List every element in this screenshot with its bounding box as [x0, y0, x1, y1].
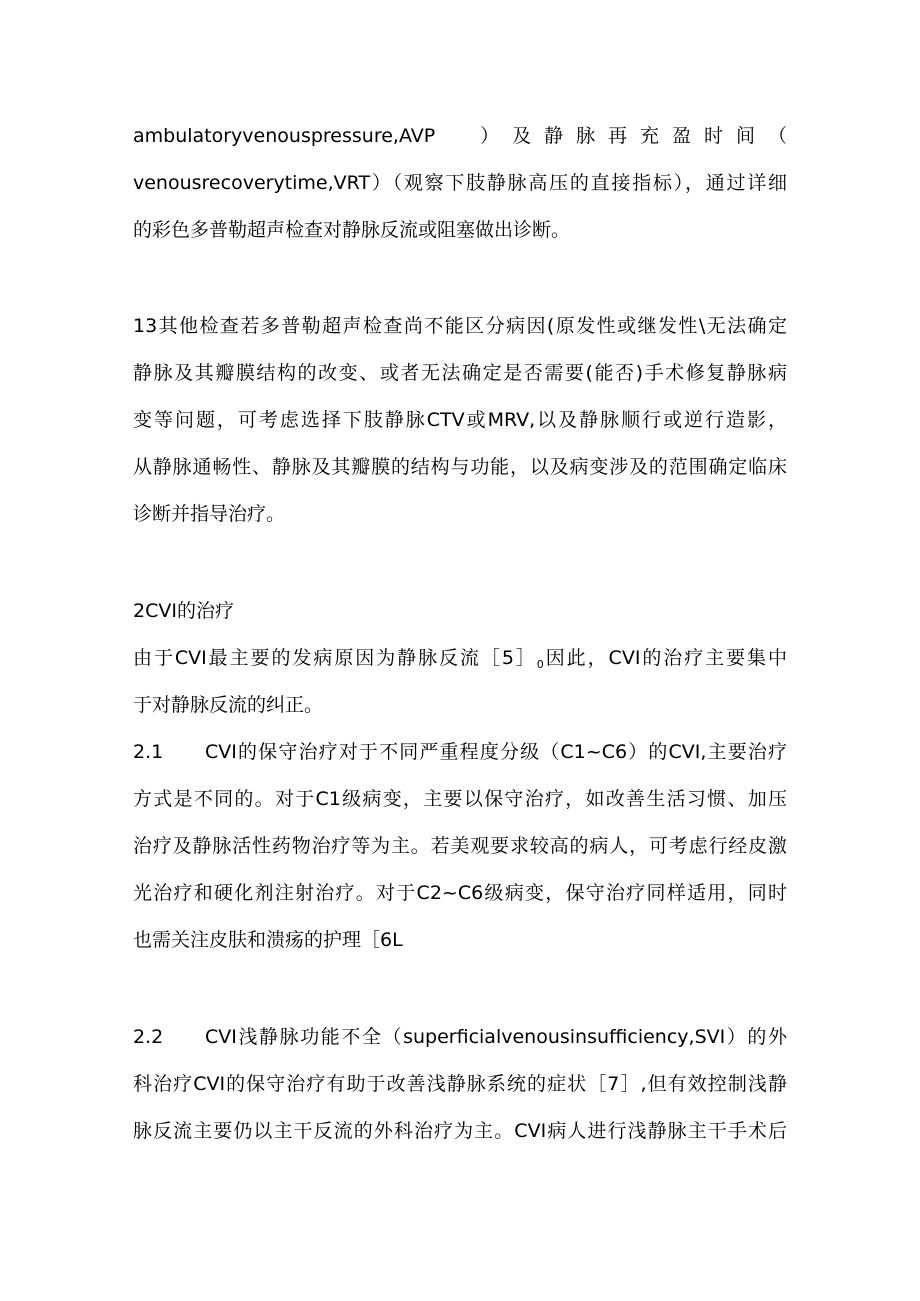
text-segment: 由于CVI最主要的发病原因为静脉反流［5］ — [133, 647, 537, 669]
text-line: 也需关注皮肤和溃疡的护理［6L — [133, 929, 403, 951]
text-line: 脉反流主要仍以主干反流的外科治疗为主。CVI病人进行浅静脉主干手术后 — [133, 1120, 787, 1142]
text-line: 的彩色多普勒超声检查对静脉反流或阻塞做出诊断。 — [133, 219, 571, 241]
section-number: 2.2 — [133, 1026, 164, 1048]
text-line — [133, 640, 787, 676]
text-segment: CVI浅静脉功能不全（superficialvenousinsufficiency,SVI）的外 — [205, 1026, 787, 1048]
subscript-text: 0 — [536, 658, 544, 671]
text-line: 治疗及静脉活性药物治疗等为主。若美观要求较高的病人，可考虑行经皮激 — [133, 835, 787, 857]
text-line: venousrecoverytime,VRT）（观察下肢静脉高压的直接指标），通过详细 — [133, 172, 787, 194]
text-line: ambulatoryvenouspressure,AVP ）及静脉再充盈时间（ — [133, 125, 787, 147]
section-heading: 2CVI的治疗 — [133, 600, 234, 622]
text-line: 科治疗CVI的保守治疗有助于改善浅静脉系统的症状［7］,但有效控制浅静 — [133, 1073, 787, 1095]
text-line: 诊断并指导治疗。 — [133, 503, 286, 525]
text-line: 光治疗和硬化剂注射治疗。对于C2~C6级病变，保守治疗同样适用，同时 — [133, 882, 787, 904]
text-line: 从静脉通畅性、静脉及其瓣膜的结构与功能，以及病变涉及的范围确定临床 — [133, 456, 787, 478]
text-line: 于对静脉反流的纠正。 — [133, 694, 324, 716]
text-line — [133, 1019, 787, 1055]
text-line: 方式是不同的。对于C1级病变，主要以保守治疗，如改善生活习惯、加压 — [133, 788, 787, 810]
text-line: 13其他检查若多普勒超声检查尚不能区分病因(原发性或继发性\无法确定 — [133, 315, 787, 337]
text-segment: 因此，CVI的治疗主要集中 — [543, 647, 787, 669]
text-line: 变等问题，可考虑选择下肢静脉CTV或MRV,以及静脉顺行或逆行造影， — [133, 409, 787, 431]
text-line — [133, 734, 787, 770]
section-number: 2.1 — [133, 741, 164, 763]
text-segment: CVI的保守治疗对于不同严重程度分级（C1~C6）的CVI,主要治疗 — [205, 741, 787, 763]
text-line: 静脉及其瓣膜结构的改变、或者无法确定是否需要(能否)手术修复静脉病 — [133, 362, 787, 384]
